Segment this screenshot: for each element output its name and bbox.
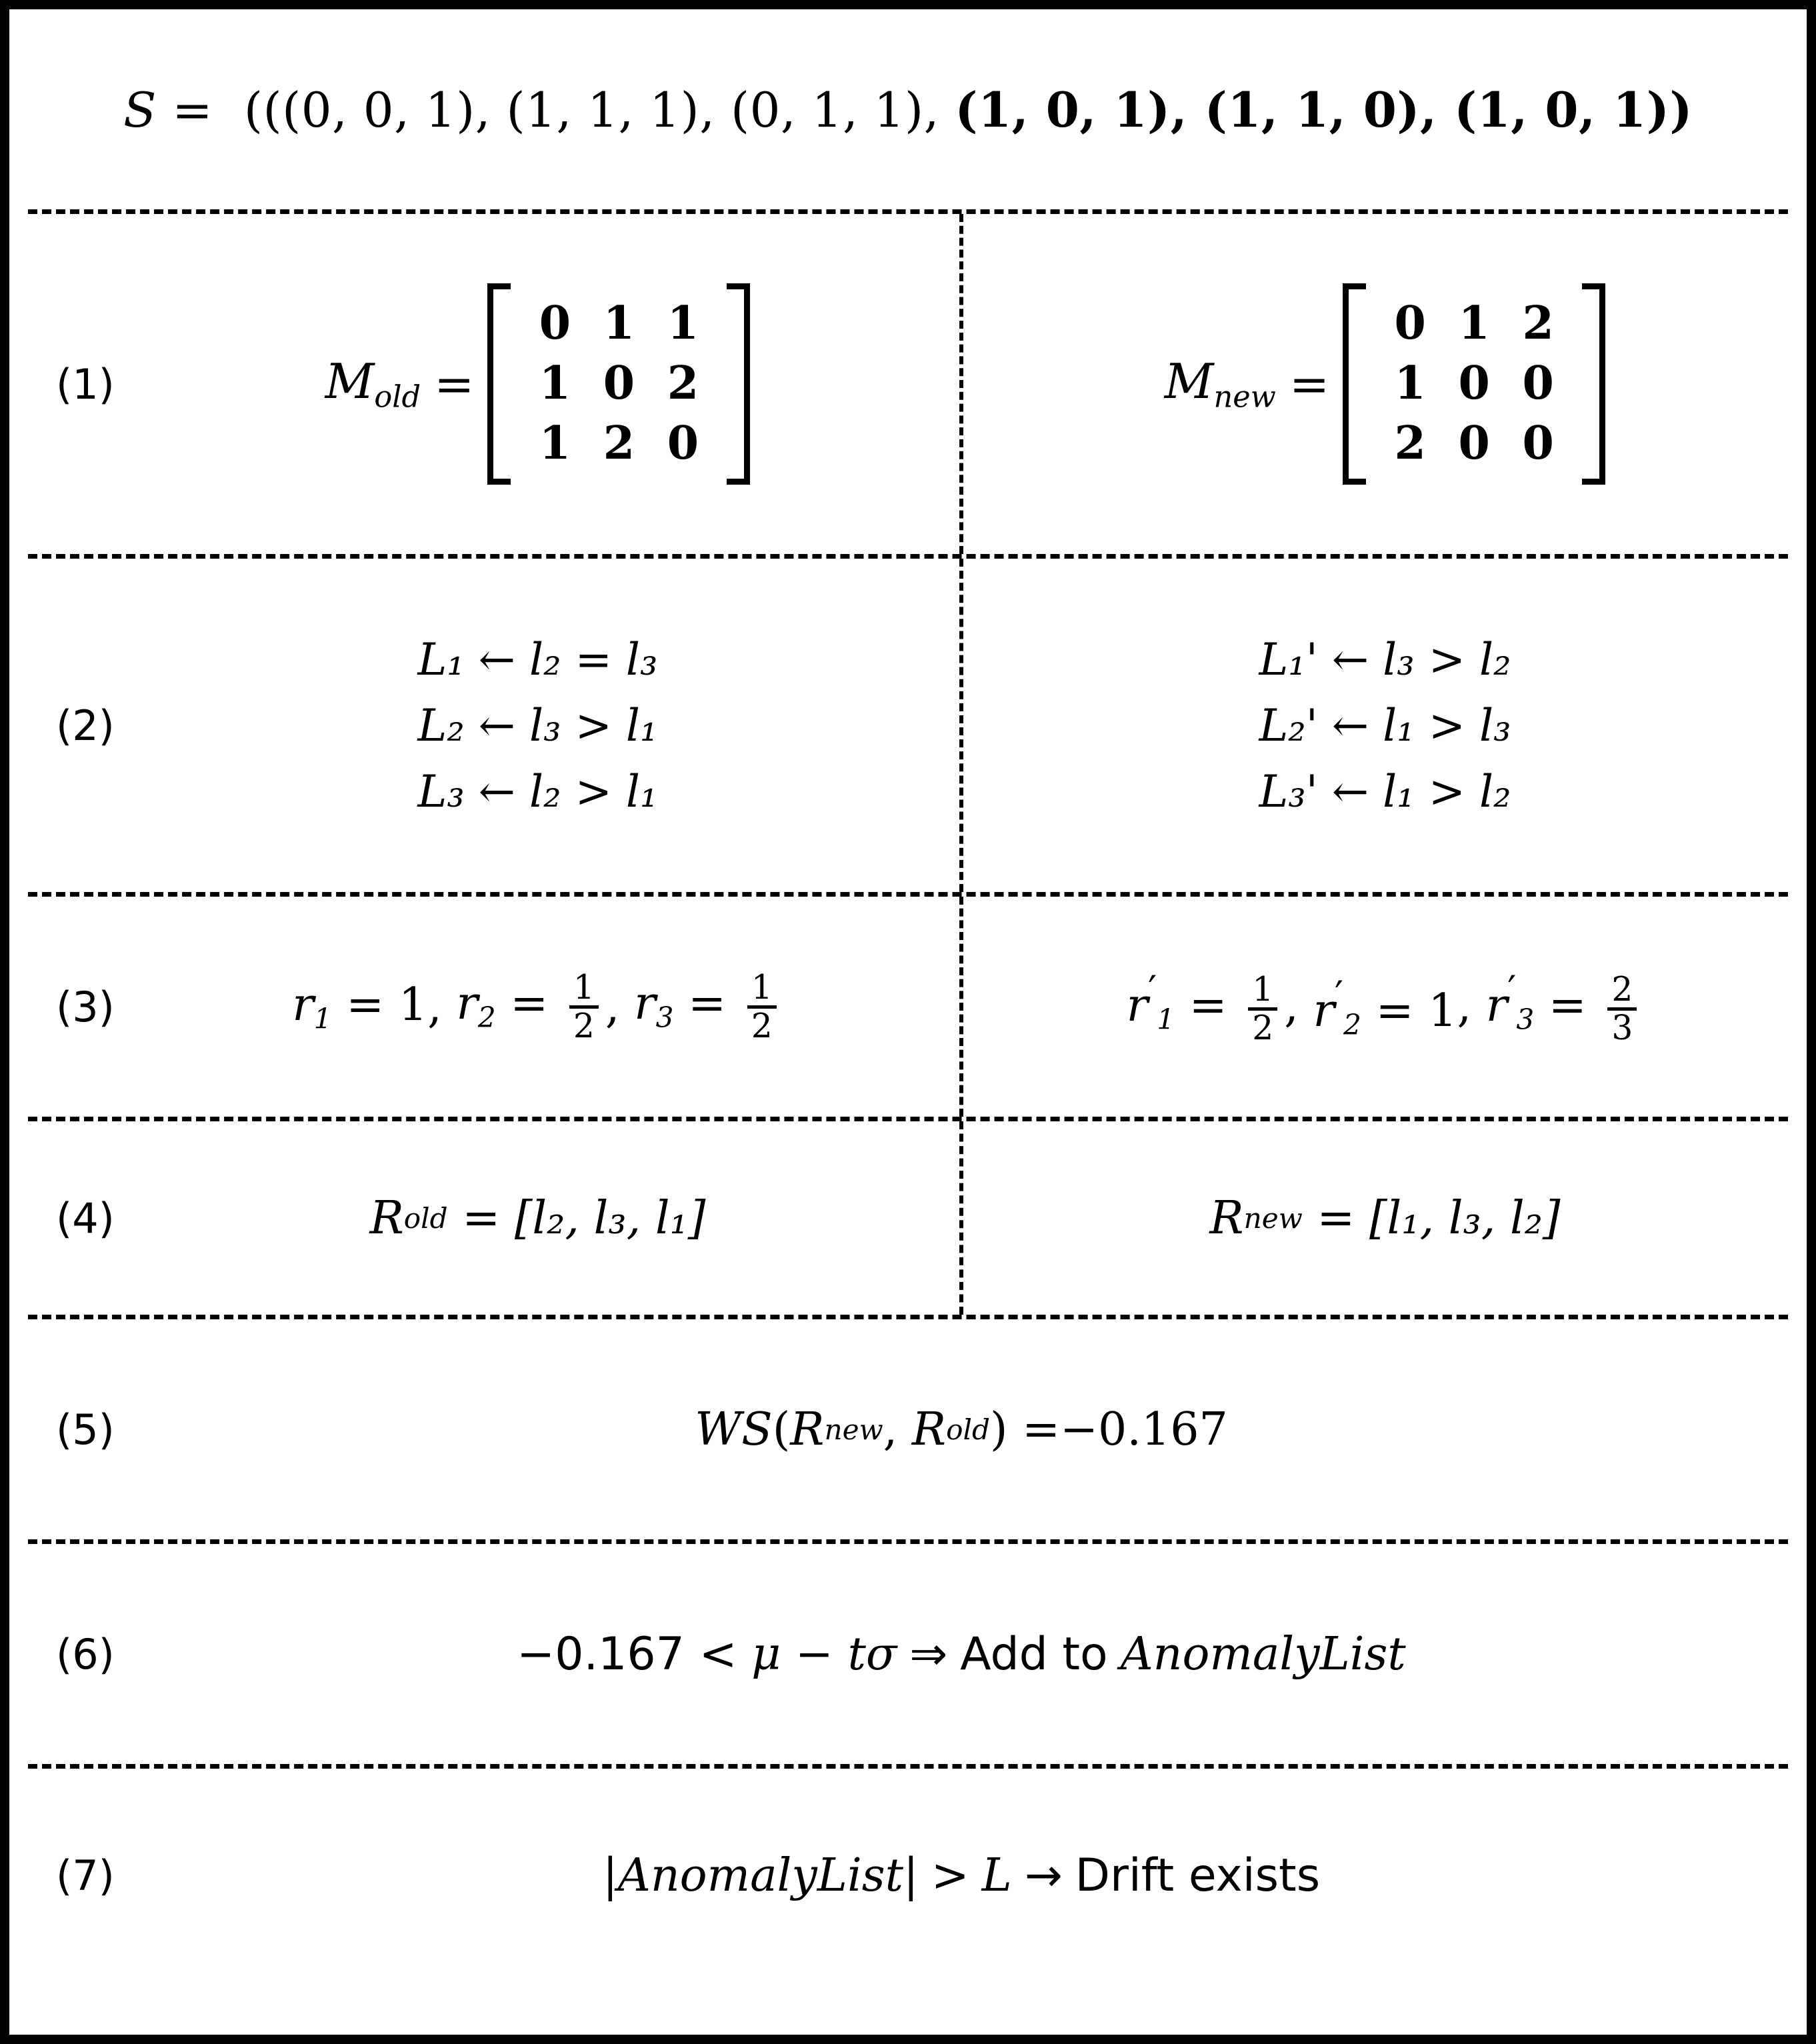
- label-rules-new: [1259, 634, 1511, 817]
- matrix-old-body: [487, 283, 750, 484]
- matrix-cell: 2: [1394, 416, 1426, 470]
- matrix-row: [523, 354, 715, 414]
- row-7-cell: [116, 1769, 1807, 1982]
- anomaly-list-label: AnomalyList: [1120, 1627, 1406, 1681]
- matrix-new: [1165, 283, 1605, 484]
- label-rule: L₃ ← l₂ > l₁: [417, 765, 658, 817]
- divider-1: [28, 554, 1788, 559]
- matrix-row: [1378, 294, 1570, 354]
- matrix-cell: 0: [1458, 357, 1490, 411]
- row-3-number: (3): [56, 982, 115, 1031]
- matrix-old-equals: =: [434, 356, 475, 412]
- ratio-sep: ,: [1457, 980, 1486, 1033]
- threshold-action: Add to: [960, 1627, 1108, 1681]
- ratio-term: $r'_1$ = $\frac{1}{2}$: [1127, 967, 1285, 1046]
- matrix-cell: 1: [1458, 297, 1490, 351]
- ranking-old-sub: old: [403, 1201, 448, 1235]
- row-7-number: (7): [56, 1851, 115, 1900]
- sequence-tuple-5: (1, 1, 0): [1204, 81, 1420, 138]
- threshold-rhs: μ − tσ: [751, 1627, 897, 1681]
- weighted-similarity-equation: WS ( R new , R old ) = −0.167: [695, 1403, 1228, 1456]
- row-2-number: (2): [56, 701, 115, 750]
- ranking-new-name: R: [1209, 1191, 1244, 1245]
- divider-5: [28, 1539, 1788, 1544]
- ratio-term: $r'_2 = 1$: [1313, 972, 1457, 1041]
- ratios-old: [292, 967, 783, 1045]
- drift-threshold: L: [981, 1849, 1012, 1902]
- row-1-left-cell: [116, 214, 963, 554]
- row-7: [9, 1769, 1807, 1982]
- ws-func: WS: [695, 1403, 773, 1456]
- sequence-tuple-3: (0, 1, 1): [730, 81, 924, 138]
- ratio-term: $r_3$ = $\frac{1}{2}$: [634, 970, 783, 1044]
- matrix-cell: 2: [1522, 297, 1554, 351]
- matrix-cell: 0: [1394, 297, 1426, 351]
- sequence-tuple-6: (1, 0, 1): [1454, 81, 1670, 138]
- row-2-left-cell: [116, 559, 963, 892]
- ranking-new: R new = [l₁, l₃, l₂]: [1209, 1191, 1561, 1245]
- matrix-row: [1378, 354, 1570, 414]
- matrix-cell: 0: [603, 357, 635, 411]
- row-1-number: (1): [56, 359, 115, 409]
- row-5-cell: [116, 1319, 1807, 1539]
- row-2: [9, 559, 1807, 892]
- label-rule: L₂ ← l₃ > l₁: [417, 699, 658, 751]
- ratio-term: $r'_3$ = $\frac{2}{3}$: [1486, 967, 1644, 1046]
- divider-header: [28, 209, 1788, 214]
- matrix-cell: 1: [539, 416, 571, 470]
- sequence-tuple-1: (0, 0, 1): [282, 81, 475, 138]
- matrix-row: [1378, 414, 1570, 474]
- bracket-right-new: [1582, 283, 1605, 484]
- anomaly-list-cardinality: |AnomalyList|: [602, 1849, 919, 1902]
- bracket-right-old: [727, 283, 750, 484]
- ranking-old: R old = [l₂, l₃, l₁]: [369, 1191, 706, 1245]
- row-5: [9, 1319, 1807, 1539]
- label-rule: L₃' ← l₁ > l₂: [1259, 765, 1511, 817]
- label-rule: L₁' ← l₃ > l₂: [1259, 633, 1511, 685]
- sequence-tuple-2: (1, 1, 1): [506, 81, 700, 138]
- implies-arrow-icon: ⇒: [909, 1627, 948, 1681]
- label-rules-old: [418, 634, 658, 817]
- matrix-cell: 1: [539, 357, 571, 411]
- row-3-right-cell: [963, 897, 1807, 1117]
- row-4: [9, 1121, 1807, 1315]
- matrix-row: [523, 414, 715, 474]
- label-rule: L₁ ← l₂ = l₃: [417, 633, 658, 685]
- divider-6: [28, 1764, 1788, 1769]
- drift-relation: >: [931, 1849, 969, 1902]
- matrix-new-name: $M_{new}$: [1164, 353, 1276, 415]
- matrix-cell: 2: [667, 357, 699, 411]
- sequence-tuple-4: (1, 0, 1): [955, 81, 1171, 138]
- matrix-cell: 2: [603, 416, 635, 470]
- row-6: [9, 1544, 1807, 1764]
- sequence-close-paren: ): [1669, 81, 1693, 138]
- matrix-new-equals: =: [1289, 356, 1330, 412]
- sequence-header: [9, 9, 1807, 209]
- ranking-new-sub: new: [1243, 1201, 1303, 1235]
- matrix-cell: 0: [1458, 416, 1490, 470]
- sequence-open-paren: ((: [228, 81, 283, 138]
- sequence-equation: [123, 81, 1693, 138]
- matrix-old-name: $M_{old}$: [325, 353, 421, 415]
- threshold-test: [517, 1628, 1405, 1681]
- sep-1: ,: [475, 81, 507, 138]
- row-4-right-cell: [963, 1121, 1807, 1315]
- matrix-cell: 1: [1394, 357, 1426, 411]
- sep-5: ,: [1419, 81, 1455, 138]
- ratio-term: $r_2$ = $\frac{1}{2}$: [456, 970, 605, 1044]
- row-4-number: (4): [56, 1193, 115, 1243]
- sep-4: ,: [1170, 81, 1205, 138]
- matrix-new-body: [1343, 283, 1605, 484]
- ranking-new-value: [l₁, l₃, l₂]: [1369, 1191, 1561, 1245]
- bracket-left-new: [1343, 283, 1366, 484]
- label-rule: L₂' ← l₁ > l₃: [1259, 699, 1511, 751]
- bracket-left-old: [487, 283, 511, 484]
- threshold-lhs: −0.167: [517, 1627, 685, 1681]
- matrix-cell: 0: [667, 416, 699, 470]
- drift-conclusion-text: Drift exists: [1075, 1849, 1321, 1902]
- matrix-cell: 1: [603, 297, 635, 351]
- row-1: [9, 214, 1807, 554]
- sep-3: ,: [923, 81, 955, 138]
- matrix-cell: 0: [1522, 416, 1554, 470]
- matrix-cell: 0: [539, 297, 571, 351]
- ranking-old-name: R: [369, 1191, 404, 1245]
- ratio-sep: ,: [1284, 980, 1313, 1033]
- ws-result: −0.167: [1060, 1403, 1228, 1456]
- row-5-number: (5): [56, 1405, 115, 1454]
- divider-4: [28, 1315, 1788, 1319]
- row-4-left-cell: [116, 1121, 963, 1315]
- ratio-sep: ,: [605, 980, 635, 1033]
- threshold-relation: <: [699, 1627, 737, 1681]
- divider-2: [28, 892, 1788, 897]
- sep-2: ,: [699, 81, 731, 138]
- matrix-old: [325, 283, 751, 484]
- ranking-old-value: [l₂, l₃, l₁]: [514, 1191, 706, 1245]
- row-3-left-cell: [116, 897, 963, 1117]
- right-arrow-icon: →: [1024, 1849, 1063, 1902]
- sequence-symbol: S =: [123, 81, 213, 138]
- row-1-right-cell: [963, 214, 1807, 554]
- ratios-new: [1127, 967, 1644, 1046]
- row-6-number: (6): [56, 1629, 115, 1679]
- row-3: [9, 897, 1807, 1117]
- row-2-right-cell: [963, 559, 1807, 892]
- matrix-cell: 1: [667, 297, 699, 351]
- divider-3: [28, 1117, 1788, 1121]
- row-6-cell: [116, 1544, 1807, 1764]
- matrix-row: [523, 294, 715, 354]
- ratio-sep: ,: [427, 980, 457, 1033]
- matrix-cell: 0: [1522, 357, 1554, 411]
- ratio-term: $r_1 = 1$: [292, 978, 428, 1035]
- drift-conclusion: [603, 1849, 1320, 1902]
